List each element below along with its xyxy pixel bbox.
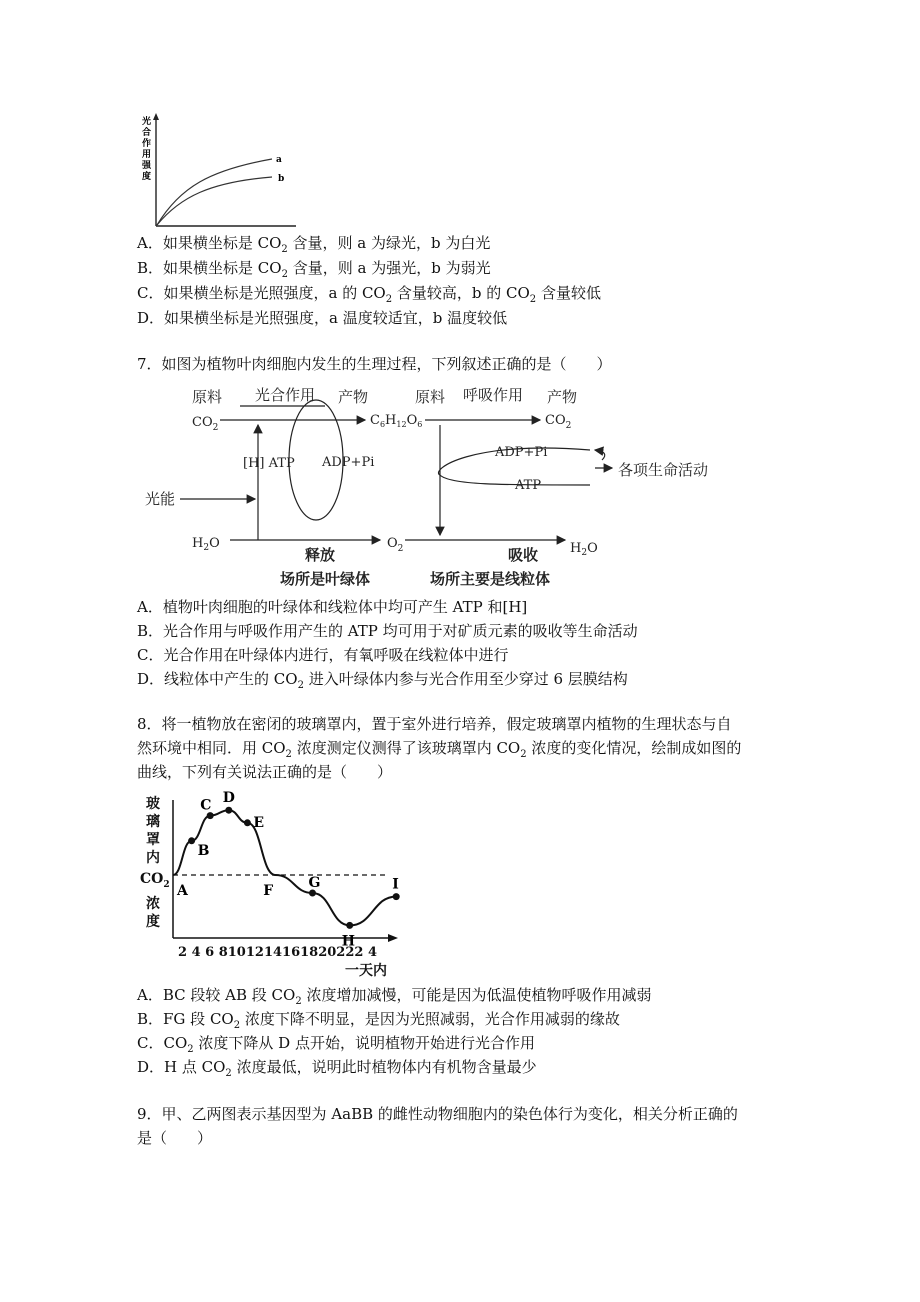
point-label-d: D xyxy=(222,790,235,807)
co2-left: $CO_2$ xyxy=(192,415,219,433)
q6-ylabel-char: 用 xyxy=(142,150,152,160)
chart-ylabel-char: 玻 xyxy=(146,796,160,812)
point-label-g: G xyxy=(308,875,321,891)
q9-stem-line-1: 9．甲、乙两图表示基因型为 AaBB 的雌性动物细胞内的染色体行为变化，相关分析正确的 xyxy=(137,1105,738,1123)
adp-pi-right: ADP+Pi xyxy=(495,445,548,460)
point-label-i: I xyxy=(392,876,399,893)
absorb-label: 吸收 xyxy=(508,546,539,564)
q6-ylabel-char: 合 xyxy=(142,128,152,138)
h2o-left: $H_2O$ xyxy=(192,536,220,553)
chart-x-ticks: 2 4 6 8101214161820222 4 xyxy=(178,945,378,960)
place-chloroplast: 场所是叶绿体 xyxy=(280,570,371,588)
q6-curve-b-label: b xyxy=(278,174,285,184)
q6-graph xyxy=(140,112,300,230)
product-label-2: 产物 xyxy=(547,388,578,406)
q7-stem: 7．如图为植物叶肉细胞内发生的生理过程，下列叙述正确的是（ ） xyxy=(137,355,612,373)
o2-label: $O_2$ xyxy=(387,536,404,554)
q6-y-arrow xyxy=(153,113,159,120)
point-label-h: H xyxy=(341,933,355,950)
chart-ylabel-char: 浓 xyxy=(146,896,160,912)
q6-curve-a xyxy=(157,159,272,225)
q6-curve-b xyxy=(157,177,272,225)
chart-ylabel-char: 罩 xyxy=(146,832,160,848)
place-mitochondria: 场所主要是线粒体 xyxy=(430,570,551,588)
q6-ylabel-char: 光 xyxy=(142,117,152,127)
point-label-e: E xyxy=(253,814,265,831)
q8-option-b: B．FG 段 $CO_2$ 浓度下降不明显，是因为光照减弱，光合作用减弱的缘故 xyxy=(137,1010,620,1031)
chart-ylabel-char: 内 xyxy=(146,850,160,866)
q6-option-b: B．如果横坐标是 $CO_2$ 含量，则 a 为强光，b 为弱光 xyxy=(137,259,491,280)
q7-option-c: C．光合作用在叶绿体内进行，有氧呼吸在线粒体中进行 xyxy=(137,646,509,664)
h-atp-label: [H] ATP xyxy=(243,456,295,471)
adp-pi-left: ADP+Pi xyxy=(322,455,375,470)
q6-option-a: A．如果横坐标是 $CO_2$ 含量，则 a 为绿光，b 为白光 xyxy=(137,234,491,255)
activities-label: 各项生命活动 xyxy=(618,461,709,479)
co2-right: $CO_2$ xyxy=(545,413,572,431)
q9-stem-line-2: 是（ ） xyxy=(137,1129,213,1147)
point-label-f: F xyxy=(263,883,274,899)
q6-option-c: C．如果横坐标是光照强度，a 的 $CO_2$ 含量较高，b 的 $CO_2$ 含量较低 xyxy=(137,284,601,305)
q8-option-c: C．$CO_2$ 浓度下降从 D 点开始，说明植物开始进行光合作用 xyxy=(137,1034,535,1055)
q7-option-a: A．植物叶肉细胞的叶绿体和线粒体中均可产生 ATP 和[H] xyxy=(137,598,528,616)
photosynthesis-label: 光合作用 xyxy=(255,386,316,404)
glucose: $C_6H_{12}O_6$ xyxy=(370,413,423,429)
point-label-a: A xyxy=(177,883,188,899)
point-d xyxy=(225,807,232,814)
point-label-b: B xyxy=(197,842,210,859)
q6-curve-a-label: a xyxy=(276,155,282,165)
point-h xyxy=(346,922,353,929)
chart-ylabel-char: 璃 xyxy=(146,814,160,830)
q7-option-d: D．线粒体中产生的 $CO_2$ 进入叶绿体内参与光合作用至少穿过 6 层膜结构 xyxy=(137,670,628,691)
chart-ylabel-co2: $CO_2$ xyxy=(140,871,170,890)
activities-to-cycle xyxy=(595,450,605,460)
chart-ylabel-char: 度 xyxy=(146,914,160,930)
chart-x-arrow xyxy=(388,934,398,942)
point-label-c: C xyxy=(200,797,212,814)
raw-material-label: 原料 xyxy=(192,388,223,406)
q6-option-d: D．如果横坐标是光照强度，a 温度较适宜，b 温度较低 xyxy=(137,309,508,327)
light-energy-label: 光能 xyxy=(145,490,176,508)
q8-co2-chart xyxy=(140,790,410,980)
product-label: 产物 xyxy=(338,388,369,406)
raw-material-label-2: 原料 xyxy=(415,388,446,406)
q8-stem-line-2: 然环境中相同．用 $CO_2$ 浓度测定仪测得了该玻璃罩内 $CO_2$ 浓度的变化情况，绘制成如图的 xyxy=(137,739,742,760)
q6-ylabel-char: 作 xyxy=(142,139,152,149)
atp-right: ATP xyxy=(515,478,542,493)
respiration-label: 呼吸作用 xyxy=(463,386,524,404)
point-i xyxy=(393,893,400,900)
point-e xyxy=(244,819,251,826)
q8-stem-line-1: 8．将一植物放在密闭的玻璃罩内，置于室外进行培养，假定玻璃罩内植物的生理状态与自 xyxy=(137,715,732,733)
chart-x-label: 一天内 xyxy=(345,963,387,979)
q6-ylabel-char: 度 xyxy=(142,172,152,182)
q8-stem-line-3: 曲线，下列有关说法正确的是（ ） xyxy=(137,763,393,781)
h2o-right: $H_2O$ xyxy=(570,541,598,558)
q7-diagram xyxy=(140,380,760,595)
point-b xyxy=(188,837,195,844)
q8-option-d: D．H 点 $CO_2$ 浓度最低，说明此时植物体内有机物含量最少 xyxy=(137,1058,537,1079)
co2-curve xyxy=(173,810,396,925)
q7-option-b: B．光合作用与呼吸作用产生的 ATP 均可用于对矿质元素的吸收等生命活动 xyxy=(137,622,638,640)
release-label: 释放 xyxy=(305,546,336,564)
q6-ylabel xyxy=(141,115,152,182)
q6-ylabel-char: 强 xyxy=(142,161,152,171)
q8-option-a: A．BC 段较 AB 段 $CO_2$ 浓度增加减慢，可能是因为低温使植物呼吸作用减弱 xyxy=(137,986,652,1007)
